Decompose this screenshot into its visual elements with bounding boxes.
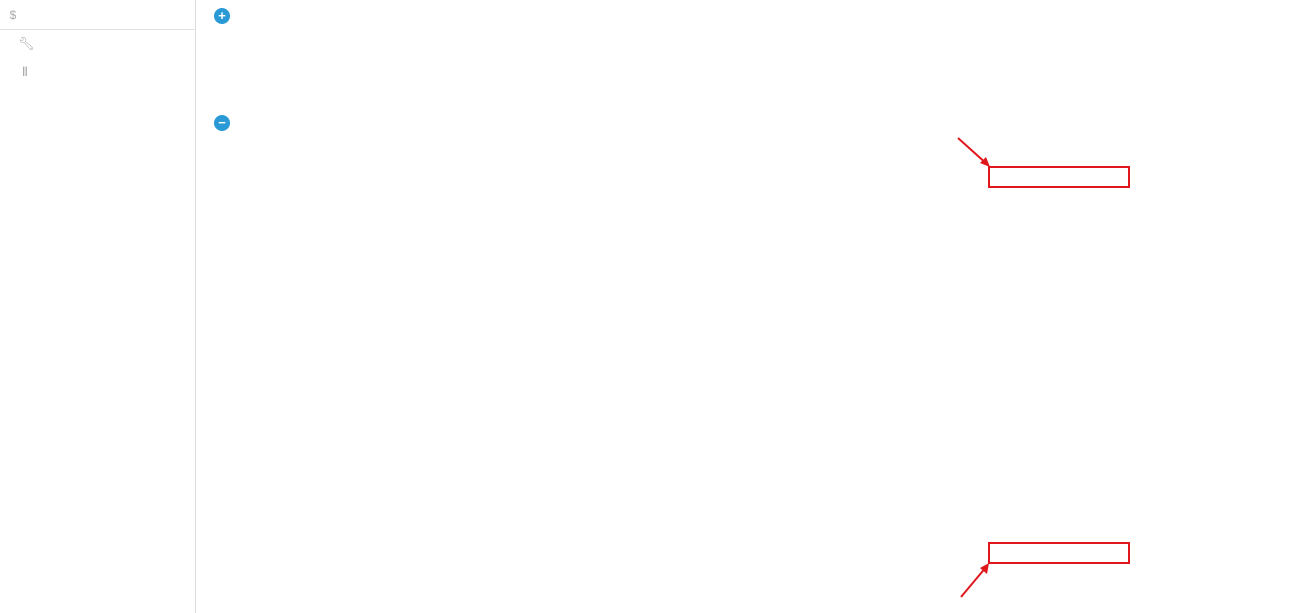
highlight-box bbox=[988, 166, 1130, 188]
highlight-box bbox=[988, 542, 1130, 564]
dollar-icon: $ bbox=[9, 7, 17, 22]
report-icon: Ⅱ bbox=[21, 64, 29, 79]
sidebar bbox=[0, 0, 196, 613]
sidebar-item-relatorios[interactable] bbox=[0, 58, 195, 86]
arrow-annotation bbox=[955, 135, 995, 170]
section-report-params bbox=[214, 8, 237, 24]
sidebar-item-configuracoes[interactable] bbox=[0, 30, 195, 58]
wrench-icon: 🔧︎ bbox=[18, 36, 35, 51]
minus-circle-icon[interactable]: − bbox=[214, 115, 230, 131]
section-demonstrativo bbox=[214, 115, 237, 131]
plus-circle-icon[interactable]: + bbox=[214, 8, 230, 24]
arrow-annotation bbox=[955, 560, 995, 600]
sidebar-item-custos[interactable] bbox=[0, 0, 195, 29]
